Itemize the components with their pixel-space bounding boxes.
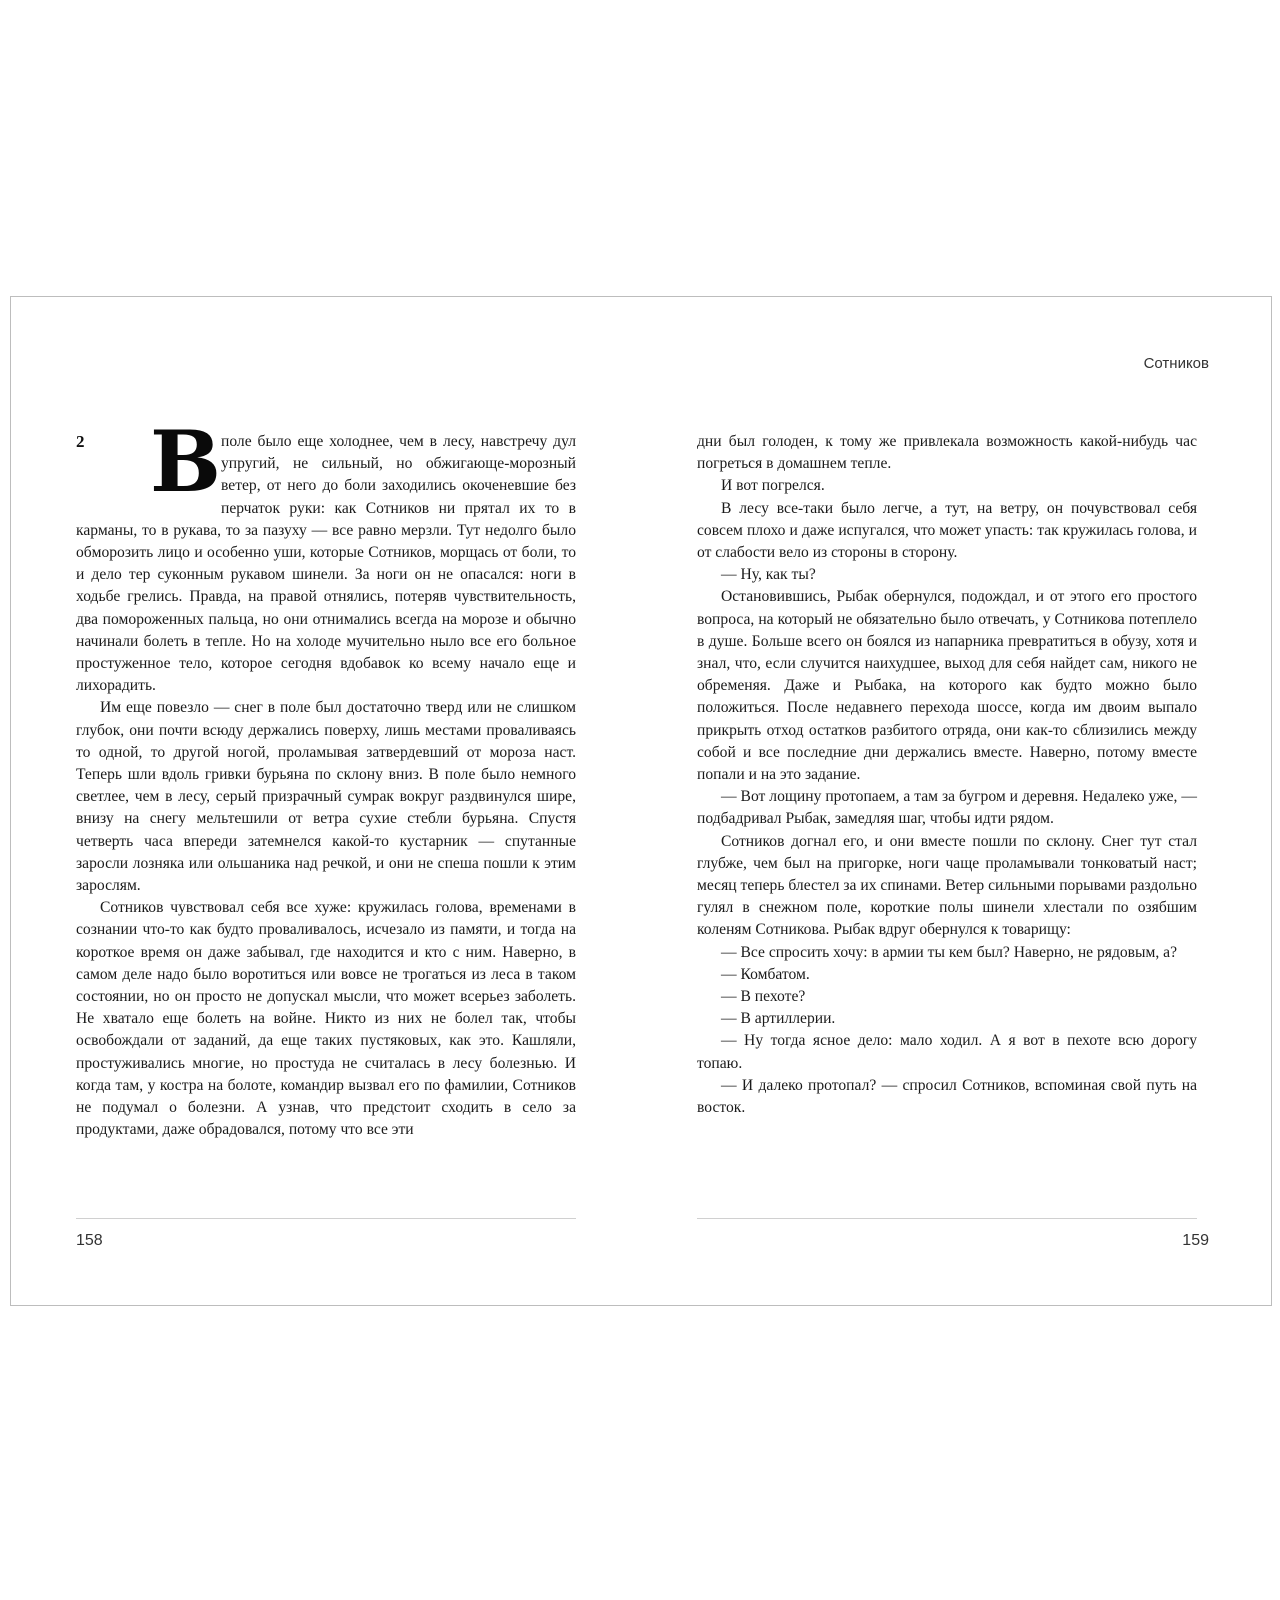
right-page-text <box>697 431 1197 1119</box>
paragraph: — Ну тогда ясное дело: мало ходил. А я вот в пехоте всю дорогу топаю. <box>697 1032 1197 1072</box>
page-number: 159 <box>1182 1232 1209 1249</box>
paragraph: Сотников чувствовал себя все хуже: кружилась голова, временами в сознании что-то как будто проваливалось, исчезало из памяти, и тогда на короткое время он даже забывал, где находится и кто с ним. Наверно, в самом деле надо было воротиться или вовсе не трогаться из леса в таком состоянии, но он просто не допускал мысли, что может всерьез заболеть. Не хватало еще болеть на войне. Никто из них не болел так, чтобы освобождали от заданий, да еще таких пустяковых, как это. Кашляли, простуживались многие, но простуда не считалась в лесу болезнью. И когда там, у костра на болоте, командир вызвал его по фамилии, Сотников не подумал о болезни. А узнав, что предстоит сходить в село за продуктами, даже обрадовался, потому что все эти <box>76 899 576 1139</box>
paragraph: В лесу все-таки было легче, а тут, на ветру, он почувствовал себя совсем плохо и даже испугался, что может упасть: так кружилась голова, и от слабости вело из стороны в сторону. <box>697 499 1197 562</box>
paragraph: — Вот лощину протопаем, а там за бугром и деревня. Недалеко уже, — подбадривал Рыбак, замедляя шаг, чтобы идти рядом. <box>697 788 1197 828</box>
chapter-number: 2 <box>76 432 85 451</box>
book-spread <box>10 296 1272 1306</box>
paragraph: — Комбатом. <box>721 965 810 983</box>
drop-cap: В <box>150 412 221 511</box>
paragraph: Сотников догнал его, и они вместе пошли по склону. Снег тут стал глубже, чем был на пригорке, ноги чаще проламывали тонковатый наст; месяц теперь блестел за их спинами. Ветер сильными порывами раздольно гулял в снежном поле, короткие полы шинели хлестали по озябшим коленям Сотникова. Рыбак вдруг обернулся к товарищу: <box>697 832 1197 939</box>
paragraph: дни был голоден, к тому же привлекала возможность какой-нибудь час погреться в домашнем тепле. <box>697 433 1197 473</box>
footer-rule <box>76 1218 576 1219</box>
left-page <box>11 297 642 1305</box>
paragraph-text: поле было еще холоднее, чем в лесу, навстречу дул упругий, не сильный, но обжигающе-морозный ветер, от него до боли заходились окоченевшие без перчаток руки: как Сотников ни прятал их то в карманы, то в рукава, то за пазуху — все равно мерзли. Тут недолго было обморозить лицо и особенно уши, которые Сотников, морщась от боли, то и дело тер суконным рукавом шинели. За ноги он не опасался: ноги в ходьбе грелись. Правда, на правой отнялись, потеряв чувствительность, два помороженных пальца, но они отнимались всегда на морозе и обычно начинали болеть в тепле. Но на холоде мучительно ныло все его больное простуженное тело, которое сегодня вдобавок ко всему начало еще и лихорадить. <box>76 433 576 695</box>
paragraph <box>76 412 576 697</box>
paragraph: И вот погрелся. <box>721 477 825 495</box>
drop-cap-box <box>76 412 221 511</box>
footer-rule <box>697 1218 1197 1219</box>
running-head: Сотников <box>1143 355 1209 372</box>
paragraph: — В пехоте? <box>721 988 806 1006</box>
paragraph: — Ну, как ты? <box>721 566 816 584</box>
right-page <box>642 297 1273 1305</box>
page-number: 158 <box>76 1232 103 1249</box>
paragraph: — Все спросить хочу: в армии ты кем был? Наверно, не рядовым, а? <box>721 943 1178 961</box>
left-page-text <box>76 412 576 1142</box>
paragraph: Остановившись, Рыбак обернулся, подождал, и от этого его простого вопроса, на который не обязательно было отвечать, у Сотникова потеплело в душе. Больше всего он боялся из напарника превратиться в обузу, хотя и знал, что, если случится наихудшее, выход для себя найдет сам, никого не обременяя. Даже и Рыбака, на которого как будто можно было положиться. После недавнего перехода шоссе, когда им двоим выпало прикрыть отход остатков разбитого отряда, они как-то сблизились между собой и все последние дни держались вместе. Наверно, потому вместе попали и на это задание. <box>697 588 1197 784</box>
paragraph: — В артиллерии. <box>721 1010 836 1028</box>
paragraph: Им еще повезло — снег в поле был достаточно тверд или не слишком глубок, они почти всюду держались поверху, лишь местами проваливаясь то одной, то другой ногой, проламывая затвердевший от мороза наст. Теперь шли вдоль гривки бурьяна по склону вниз. В поле было немного светлее, чем в лесу, серый призрачный сумрак вокруг раздвинулся шире, внизу на снегу мельтешили от ветра сухие стебли бурьяна. Спустя четверть часа впереди затемнелся какой-то кустарник — спутанные заросли лозняка или ольшаника над речкой, и они не спеша пошли к этим зарослям. <box>76 699 576 895</box>
paragraph: — И далеко протопал? — спросил Сотников, вспоминая свой путь на восток. <box>697 1076 1197 1117</box>
